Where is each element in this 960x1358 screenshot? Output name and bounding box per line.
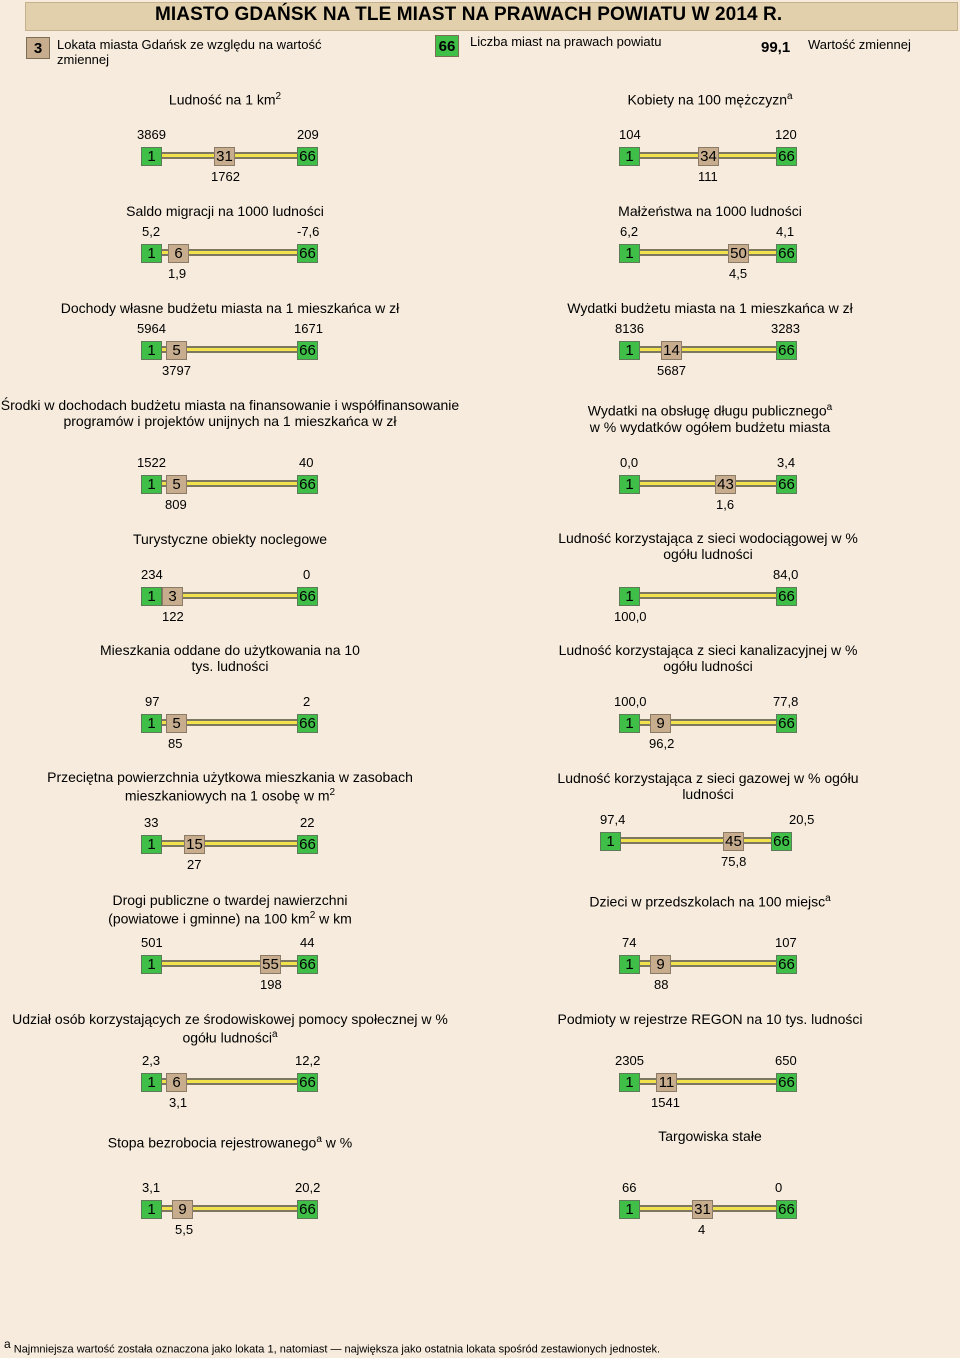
indicator-title (60, 1132, 400, 1151)
indicator-title (540, 300, 880, 316)
gauge-bar (619, 719, 797, 726)
indicator-title-text: Mieszkania oddane do użytkowania na 10 tys. ludności (100, 642, 360, 674)
gauge-rank-box: 11 (656, 1073, 677, 1092)
indicator-gauge (141, 714, 318, 734)
gauge-first-box: 1 (141, 475, 162, 494)
indicator-title-text: Podmioty w rejestrze REGON na 10 tys. ludności (557, 1011, 863, 1027)
indicator-title-sup: a (826, 402, 833, 413)
indicator-city-value: 75,8 (721, 854, 747, 869)
indicator-title-text: Ludność na 1 km (168, 91, 276, 108)
indicator-title (60, 89, 390, 108)
indicator-title-text: Wydatki budżetu miasta na 1 mieszkańca w zł (567, 300, 853, 316)
indicator-title-sup: a (786, 91, 793, 102)
indicator-gauge (141, 587, 318, 607)
indicator-title (540, 1011, 880, 1027)
gauge-last-box: 66 (771, 832, 792, 851)
gauge-first-box: 1 (141, 587, 162, 606)
indicator-min-value: 33 (144, 815, 159, 830)
gauge-first-box: 1 (619, 341, 640, 360)
indicator-max-value: 1671 (294, 321, 323, 336)
indicator-title-sup: 2 (275, 91, 282, 102)
gauge-rank-box: 31 (692, 1200, 713, 1219)
gauge-bar (619, 592, 797, 599)
gauge-last-box: 66 (776, 955, 797, 974)
indicator-min-value: 8136 (615, 321, 644, 336)
indicator-gauge (141, 147, 318, 167)
indicator-title-text: Ludność korzystająca z sieci gazowej w % ogółu ludności (557, 770, 859, 802)
indicator-title-text: Saldo migracji na 1000 ludności (126, 203, 324, 219)
indicator-title (560, 1128, 860, 1144)
gauge-last-box: 66 (776, 714, 797, 733)
legend-count-box: 66 (435, 35, 459, 57)
indicator-gauge (619, 1200, 797, 1220)
indicator-city-value: 1762 (211, 169, 240, 184)
indicator-city-value: 100,0 (614, 609, 647, 624)
indicator-min-value: 2305 (615, 1053, 644, 1068)
indicator-max-value: 44 (300, 935, 315, 950)
gauge-last-box: 66 (776, 1200, 797, 1219)
gauge-last-box: 66 (297, 244, 318, 263)
gauge-last-box: 66 (776, 244, 797, 263)
legend-value: 99,1 (761, 39, 791, 56)
indicator-gauge (141, 244, 318, 264)
gauge-rank-box: 45 (723, 832, 744, 851)
indicator-city-value: 27 (187, 857, 202, 872)
indicator-city-value: 111 (698, 169, 718, 184)
gauge-rank-box: 3 (162, 587, 183, 606)
gauge-bar (141, 840, 318, 847)
indicator-city-value: 4,5 (729, 266, 748, 281)
indicator-min-value: 1522 (137, 455, 166, 470)
footnote (4, 1337, 660, 1356)
indicator-title (560, 89, 860, 108)
indicator-city-value: 198 (260, 977, 282, 992)
indicator-min-value: 501 (141, 935, 163, 950)
indicator-max-value: 120 (775, 127, 797, 142)
indicator-min-value: 5964 (137, 321, 166, 336)
indicator-max-value: 209 (297, 127, 319, 142)
gauge-last-box: 66 (776, 475, 797, 494)
indicator-title (540, 400, 880, 435)
indicator-city-value: 4 (698, 1222, 706, 1237)
indicator-max-value: 12,2 (295, 1053, 321, 1068)
indicator-gauge (619, 955, 797, 975)
legend-rank-text: Lokata miasta Gdańsk ze względu na wartość zmiennej (57, 37, 322, 67)
legend-rank-box: 3 (26, 37, 50, 59)
gauge-last-box: 66 (776, 341, 797, 360)
gauge-first-box: 1 (141, 244, 162, 263)
indicator-min-value: 66 (622, 1180, 637, 1195)
gauge-rank-box: 34 (698, 147, 719, 166)
indicator-city-value: 85 (168, 736, 183, 751)
indicator-title (60, 203, 390, 219)
gauge-first-box: 1 (141, 955, 162, 974)
indicator-city-value: 5687 (657, 363, 686, 378)
indicator-title-text: Ludność korzystająca z sieci wodociągowej w % ogółu ludności (558, 530, 858, 562)
gauge-rank-box: 5 (166, 714, 187, 733)
indicator-gauge (141, 835, 318, 855)
indicator-title (0, 1011, 460, 1046)
indicator-max-value: 40 (299, 455, 314, 470)
gauge-first-box: 1 (141, 714, 162, 733)
indicator-city-value: 1,6 (716, 497, 735, 512)
indicator-gauge (619, 475, 797, 495)
indicator-min-value: 3,1 (142, 1180, 161, 1195)
indicator-max-value: 107 (775, 935, 797, 950)
gauge-last-box: 66 (776, 147, 797, 166)
gauge-first-box: 1 (141, 341, 162, 360)
gauge-bar (619, 249, 797, 256)
indicator-title-text: Turystyczne obiekty noclegowe (132, 531, 328, 547)
indicator-city-value: 3797 (162, 363, 191, 378)
indicator-min-value: 74 (622, 935, 637, 950)
indicator-title-sup: a (271, 1029, 278, 1040)
gauge-last-box: 66 (297, 341, 318, 360)
indicator-max-value: 77,8 (773, 694, 799, 709)
indicator-title-suffix: w km (315, 910, 352, 927)
indicator-city-value: 5,5 (175, 1222, 194, 1237)
indicator-min-value: 5,2 (142, 224, 161, 239)
indicator-city-value: 96,2 (649, 736, 675, 751)
indicator-title (30, 300, 430, 316)
indicator-title (555, 530, 861, 562)
gauge-rank-box: 5 (166, 475, 187, 494)
indicator-title-text: Małżeństwa na 1000 ludności (618, 203, 802, 219)
indicator-title-sup: a (316, 1134, 322, 1145)
gauge-first-box: 1 (619, 1200, 640, 1219)
indicator-gauge (141, 955, 318, 975)
gauge-first-box: 1 (619, 475, 640, 494)
indicator-title-sup: 2 (309, 910, 316, 921)
indicator-title-text: Środki w dochodach budżetu miasta na finansowanie i współfinansowanie programów i projektów unijnych na 1 mieszkańca w zł (0, 397, 460, 429)
gauge-last-box: 66 (297, 147, 318, 166)
indicator-title (0, 397, 460, 429)
indicator-title (100, 642, 360, 674)
indicator-max-value: 0 (303, 567, 311, 582)
indicator-gauge (619, 244, 797, 264)
indicator-title (560, 203, 860, 219)
gauge-last-box: 66 (297, 587, 318, 606)
gauge-bar (600, 837, 792, 844)
indicator-gauge (141, 341, 318, 361)
gauge-first-box: 1 (141, 1073, 162, 1092)
indicator-title-text: Wydatki na obsługę długu publicznego (587, 402, 827, 419)
indicator-gauge (619, 147, 797, 167)
indicator-max-value: 650 (775, 1053, 797, 1068)
indicator-title-text: Stopa bezrobocia rejestrowanego (107, 1134, 317, 1151)
indicator-city-value: 1,9 (168, 266, 187, 281)
gauge-first-box: 1 (619, 955, 640, 974)
gauge-last-box: 66 (776, 1073, 797, 1092)
gauge-last-box: 66 (297, 1073, 318, 1092)
gauge-rank-box: 6 (166, 1073, 187, 1092)
indicator-max-value: 84,0 (773, 567, 799, 582)
indicator-title-text: Dochody własne budżetu miasta na 1 mieszkańca w zł (60, 300, 400, 316)
indicator-min-value: 97 (145, 694, 160, 709)
gauge-bar (141, 1205, 318, 1212)
gauge-rank-box: 55 (260, 955, 281, 974)
gauge-rank-box: 14 (661, 341, 682, 360)
gauge-last-box: 66 (297, 955, 318, 974)
indicator-title (560, 891, 860, 910)
indicator-title (555, 770, 861, 802)
gauge-bar (619, 480, 797, 487)
indicator-max-value: 3283 (771, 321, 800, 336)
indicator-min-value: 104 (619, 127, 641, 142)
indicator-gauge (619, 587, 797, 607)
gauge-bar (619, 346, 797, 353)
indicator-gauge (600, 832, 792, 852)
indicator-gauge (619, 341, 797, 361)
indicator-title-sup: 2 (329, 787, 336, 798)
indicator-gauge (141, 1200, 318, 1220)
indicator-title-text: Targowiska stałe (658, 1128, 762, 1144)
footnote-text: Najmniejsza wartość została oznaczona jako lokata 1, natomiast — największa jako ostatnia lokata spośród zestawionych jednostek. (13, 1343, 661, 1356)
gauge-first-box: 1 (619, 147, 640, 166)
gauge-last-box: 66 (297, 714, 318, 733)
gauge-first-box: 1 (619, 587, 640, 606)
indicator-gauge (619, 714, 797, 734)
gauge-first-box: 1 (141, 1200, 162, 1219)
gauge-rank-box: 31 (214, 147, 235, 166)
gauge-first-box: 1 (619, 714, 640, 733)
gauge-first-box: 1 (619, 244, 640, 263)
gauge-rank-box: 6 (168, 244, 189, 263)
indicator-max-value: 4,1 (776, 224, 795, 239)
indicator-title-suffix: w % wydatków ogółem budżetu miasta (589, 418, 831, 435)
indicator-title-text: Udział osób korzystających ze środowiskowej pomocy społecznej w % ogółu ludności (12, 1011, 448, 1046)
indicator-min-value: 6,2 (620, 224, 639, 239)
indicator-gauge (141, 475, 318, 495)
indicator-title (555, 642, 861, 674)
indicator-gauge (141, 1073, 318, 1093)
indicator-title-text: Kobiety na 100 mężczyzn (627, 91, 787, 108)
indicator-city-value: 809 (165, 497, 187, 512)
indicator-min-value: 2,3 (142, 1053, 161, 1068)
indicator-max-value: -7,6 (297, 224, 320, 239)
indicator-title (60, 531, 400, 547)
gauge-bar (619, 960, 797, 967)
indicator-title-sup: a (825, 893, 831, 904)
indicator-city-value: 3,1 (169, 1095, 188, 1110)
gauge-first-box: 1 (600, 832, 621, 851)
footnote-mark: a (4, 1337, 11, 1351)
gauge-rank-box: 9 (650, 714, 671, 733)
gauge-bar (141, 960, 318, 967)
indicator-min-value: 100,0 (614, 694, 647, 709)
gauge-rank-box: 5 (166, 341, 187, 360)
gauge-last-box: 66 (776, 587, 797, 606)
gauge-rank-box: 9 (650, 955, 671, 974)
legend-count-text: Liczba miast na prawach powiatu (470, 34, 662, 49)
indicator-max-value: 20,2 (295, 1180, 321, 1195)
gauge-rank-box: 9 (172, 1200, 193, 1219)
indicator-city-value: 122 (162, 609, 184, 624)
gauge-rank-box: 43 (715, 475, 736, 494)
indicator-title-text: Dzieci w przedszkolach na 100 miejsc (589, 893, 826, 910)
indicator-min-value: 3869 (137, 127, 166, 142)
indicator-title (80, 892, 380, 927)
gauge-last-box: 66 (297, 835, 318, 854)
indicator-max-value: 2 (303, 694, 311, 709)
gauge-rank-box: 15 (184, 835, 205, 854)
indicator-title-text: Ludność korzystająca z sieci kanalizacyjnej w % ogółu ludności (558, 642, 858, 674)
gauge-last-box: 66 (297, 1200, 318, 1219)
page-title: MIASTO GDAŃSK NA TLE MIAST NA PRAWACH POWIATU W 2014 R. (155, 4, 783, 25)
gauge-first-box: 1 (141, 147, 162, 166)
indicator-city-value: 88 (654, 977, 669, 992)
gauge-bar (619, 1078, 797, 1085)
gauge-first-box: 1 (141, 835, 162, 854)
legend-value-text: Wartość zmiennej (808, 37, 911, 52)
indicator-max-value: 22 (300, 815, 315, 830)
indicator-title (30, 769, 430, 804)
indicator-min-value: 234 (141, 567, 163, 582)
indicator-gauge (619, 1073, 797, 1093)
gauge-last-box: 66 (297, 475, 318, 494)
indicator-max-value: 3,4 (777, 455, 796, 470)
indicator-min-value: 97,4 (600, 812, 626, 827)
gauge-rank-box: 50 (728, 244, 749, 263)
indicator-title-text: Przeciętna powierzchnia użytkowa mieszkania w zasobach mieszkaniowych na 1 osobę w m (47, 769, 413, 804)
indicator-city-value: 1541 (651, 1095, 680, 1110)
gauge-first-box: 1 (619, 1073, 640, 1092)
indicator-max-value: 0 (775, 1180, 783, 1195)
indicator-title-suffix: w % (321, 1134, 353, 1151)
indicator-title-text: Drogi publiczne o twardej nawierzchni (powiatowe i gminne) na 100 km (108, 892, 348, 927)
indicator-max-value: 20,5 (789, 812, 815, 827)
indicator-min-value: 0,0 (620, 455, 639, 470)
